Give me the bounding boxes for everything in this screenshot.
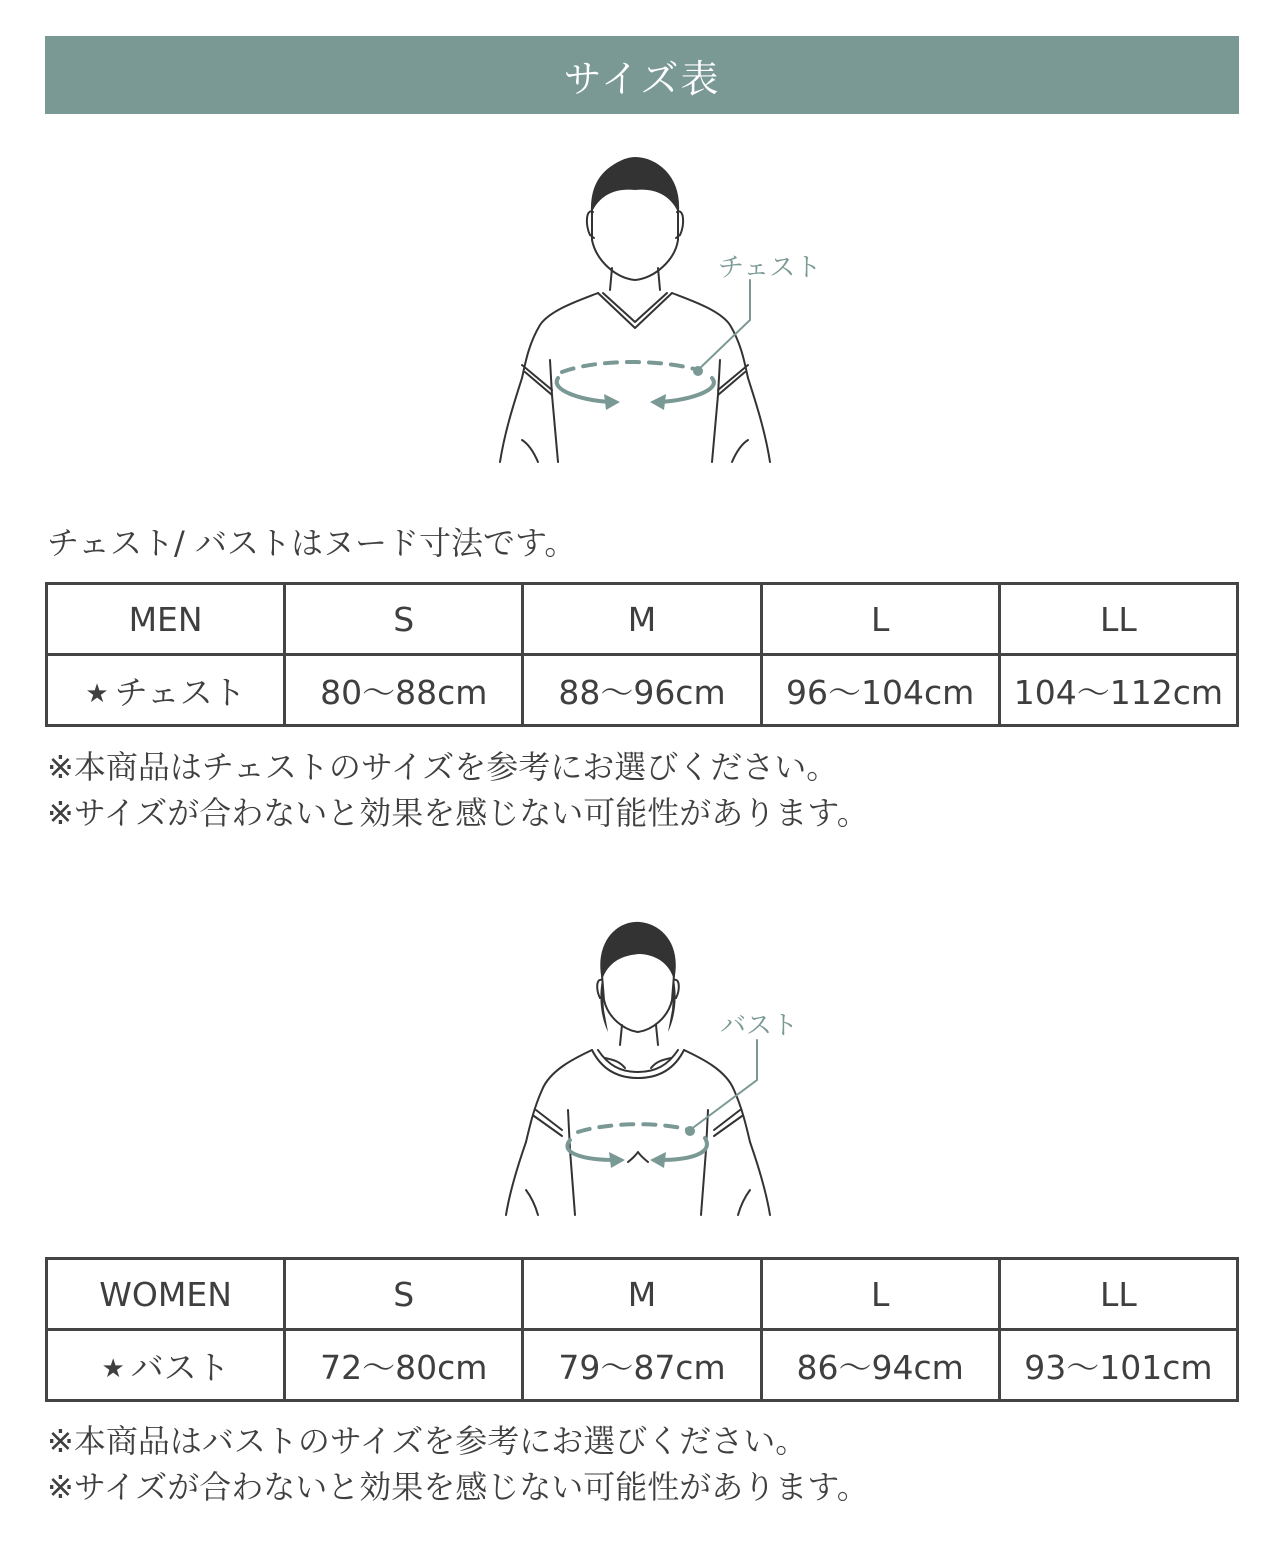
nude-measurement-note: チェスト/ バストはヌード寸法です。 bbox=[47, 524, 577, 562]
table-cell: 104〜112cm bbox=[999, 655, 1237, 726]
table-cell: 72〜80cm bbox=[285, 1330, 523, 1401]
table-cell: 93〜101cm bbox=[999, 1330, 1237, 1401]
women-notes bbox=[47, 1418, 869, 1510]
row-label: バスト bbox=[130, 1347, 230, 1387]
star-icon: ★ bbox=[85, 678, 109, 709]
table-cell: 96〜104cm bbox=[761, 655, 999, 726]
table-row bbox=[47, 655, 1238, 726]
note-line: ※本商品はバストのサイズを参考にお選びください。 bbox=[47, 1422, 808, 1460]
bust-label: バスト bbox=[720, 1011, 799, 1041]
chest-label: チェスト bbox=[718, 253, 822, 283]
table-header-cell: S bbox=[285, 1259, 523, 1330]
table-cell: 88〜96cm bbox=[523, 655, 761, 726]
table-header-cell: L bbox=[761, 1259, 999, 1330]
table-header-cell: WOMEN bbox=[47, 1259, 285, 1330]
male-figure-icon bbox=[490, 150, 840, 470]
table-header-row bbox=[47, 1259, 1238, 1330]
women-size-table bbox=[45, 1257, 1239, 1402]
table-cell: 80〜88cm bbox=[285, 655, 523, 726]
row-label-cell bbox=[47, 655, 285, 726]
table-header-cell: M bbox=[523, 584, 761, 655]
women-bust-illustration bbox=[490, 910, 820, 1220]
men-size-table bbox=[45, 582, 1239, 727]
table-header-cell: LL bbox=[999, 584, 1237, 655]
men-notes bbox=[47, 744, 869, 836]
row-label-cell bbox=[47, 1330, 285, 1401]
table-header-cell: MEN bbox=[47, 584, 285, 655]
table-cell: 79〜87cm bbox=[523, 1330, 761, 1401]
female-figure-icon bbox=[490, 910, 820, 1220]
table-row bbox=[47, 1330, 1238, 1401]
table-header-cell: L bbox=[761, 584, 999, 655]
table-header-cell: M bbox=[523, 1259, 761, 1330]
row-label: チェスト bbox=[114, 672, 246, 712]
note-line: ※サイズが合わないと効果を感じない可能性があります。 bbox=[47, 1468, 869, 1506]
note-line: ※サイズが合わないと効果を感じない可能性があります。 bbox=[47, 794, 869, 832]
table-header-cell: S bbox=[285, 584, 523, 655]
men-chest-illustration bbox=[490, 150, 840, 470]
table-header-cell: LL bbox=[999, 1259, 1237, 1330]
table-header-row bbox=[47, 584, 1238, 655]
star-icon: ★ bbox=[101, 1353, 125, 1384]
table-cell: 86〜94cm bbox=[761, 1330, 999, 1401]
page-title: サイズ表 bbox=[563, 56, 721, 101]
note-line: ※本商品はチェストのサイズを参考にお選びください。 bbox=[47, 748, 839, 786]
size-chart-header bbox=[45, 36, 1239, 114]
